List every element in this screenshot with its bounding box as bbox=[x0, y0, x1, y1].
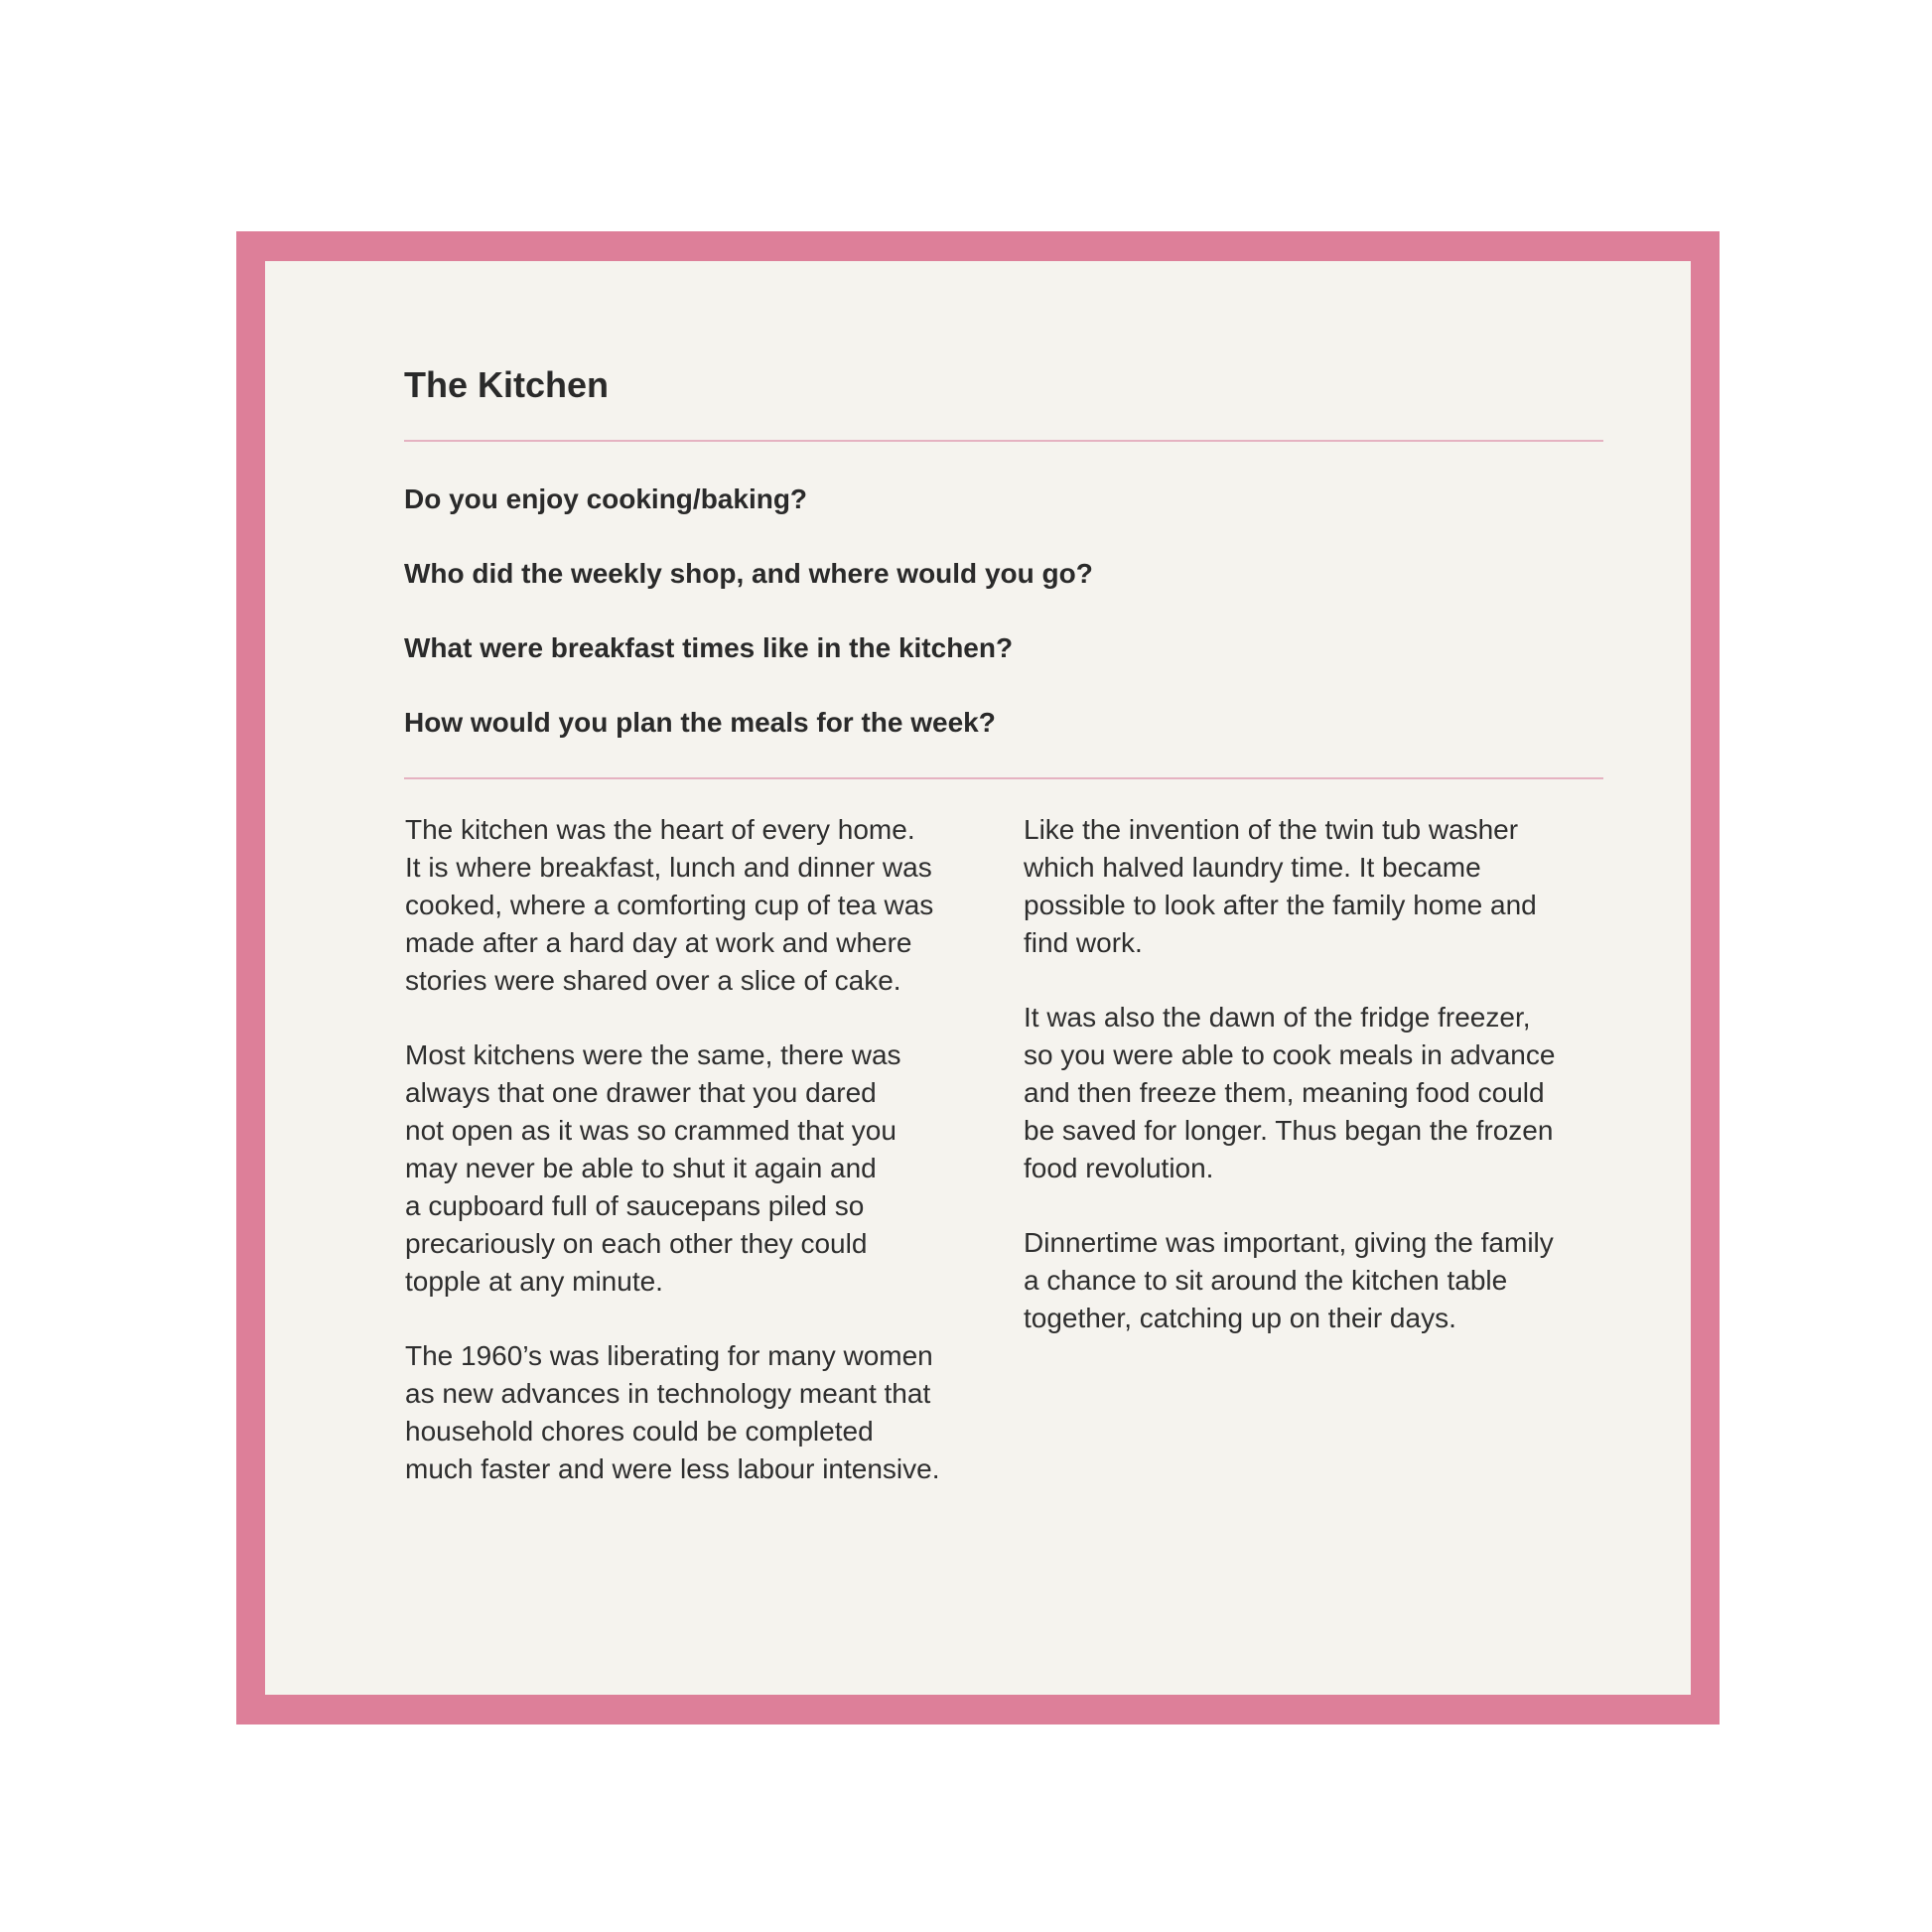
text-line: topple at any minute. bbox=[405, 1266, 663, 1297]
paragraph bbox=[405, 1337, 1001, 1488]
text-line: Dinnertime was important, giving the family bbox=[1024, 1227, 1554, 1258]
question-list bbox=[404, 481, 1603, 778]
left-text-column bbox=[405, 811, 1001, 1525]
text-line: much faster and were less labour intensive. bbox=[405, 1453, 940, 1484]
text-line: It is where breakfast, lunch and dinner was bbox=[405, 852, 932, 883]
text-line: Most kitchens were the same, there was bbox=[405, 1039, 901, 1070]
paragraph bbox=[1024, 1224, 1619, 1337]
text-line: find work. bbox=[1024, 927, 1143, 958]
text-line: stories were shared over a slice of cake. bbox=[405, 965, 901, 996]
text-line: Like the invention of the twin tub washer bbox=[1024, 814, 1519, 845]
text-line: be saved for longer. Thus began the frozen bbox=[1024, 1115, 1554, 1146]
text-line: so you were able to cook meals in advance bbox=[1024, 1039, 1556, 1070]
paragraph bbox=[1024, 811, 1619, 962]
right-text-column bbox=[1024, 811, 1619, 1374]
text-line: as new advances in technology meant that bbox=[405, 1378, 931, 1409]
text-line: The 1960’s was liberating for many women bbox=[405, 1340, 933, 1371]
text-line: food revolution. bbox=[1024, 1153, 1214, 1183]
paragraph bbox=[1024, 999, 1619, 1187]
text-line: cooked, where a comforting cup of tea was bbox=[405, 890, 934, 920]
text-line: It was also the dawn of the fridge freezer, bbox=[1024, 1002, 1531, 1033]
paragraph bbox=[405, 811, 1001, 1000]
question: Who did the weekly shop, and where would you go? bbox=[404, 558, 1093, 589]
text-line: a chance to sit around the kitchen table bbox=[1024, 1265, 1508, 1296]
prompt-card bbox=[236, 231, 1720, 1725]
paragraph bbox=[405, 1036, 1001, 1301]
text-line: made after a hard day at work and where bbox=[405, 927, 912, 958]
question: How would you plan the meals for the week? bbox=[404, 707, 996, 738]
card-title: The Kitchen bbox=[404, 364, 610, 405]
text-line: precariously on each other they could bbox=[405, 1228, 868, 1259]
top-divider bbox=[404, 440, 1603, 442]
text-line: possible to look after the family home and bbox=[1024, 890, 1537, 920]
card-panel bbox=[265, 261, 1691, 1695]
question: What were breakfast times like in the kitchen? bbox=[404, 632, 1014, 663]
text-line: and then freeze them, meaning food could bbox=[1024, 1077, 1545, 1108]
text-line: a cupboard full of saucepans piled so bbox=[405, 1190, 865, 1221]
text-line: household chores could be completed bbox=[405, 1416, 874, 1447]
text-line: which halved laundry time. It became bbox=[1024, 852, 1481, 883]
text-line: not open as it was so crammed that you bbox=[405, 1115, 897, 1146]
text-line: may never be able to shut it again and bbox=[405, 1153, 877, 1183]
text-line: always that one drawer that you dared bbox=[405, 1077, 877, 1108]
question: Do you enjoy cooking/baking? bbox=[404, 483, 808, 514]
bottom-divider bbox=[404, 777, 1603, 779]
text-line: together, catching up on their days. bbox=[1024, 1303, 1456, 1333]
text-line: The kitchen was the heart of every home. bbox=[405, 814, 915, 845]
